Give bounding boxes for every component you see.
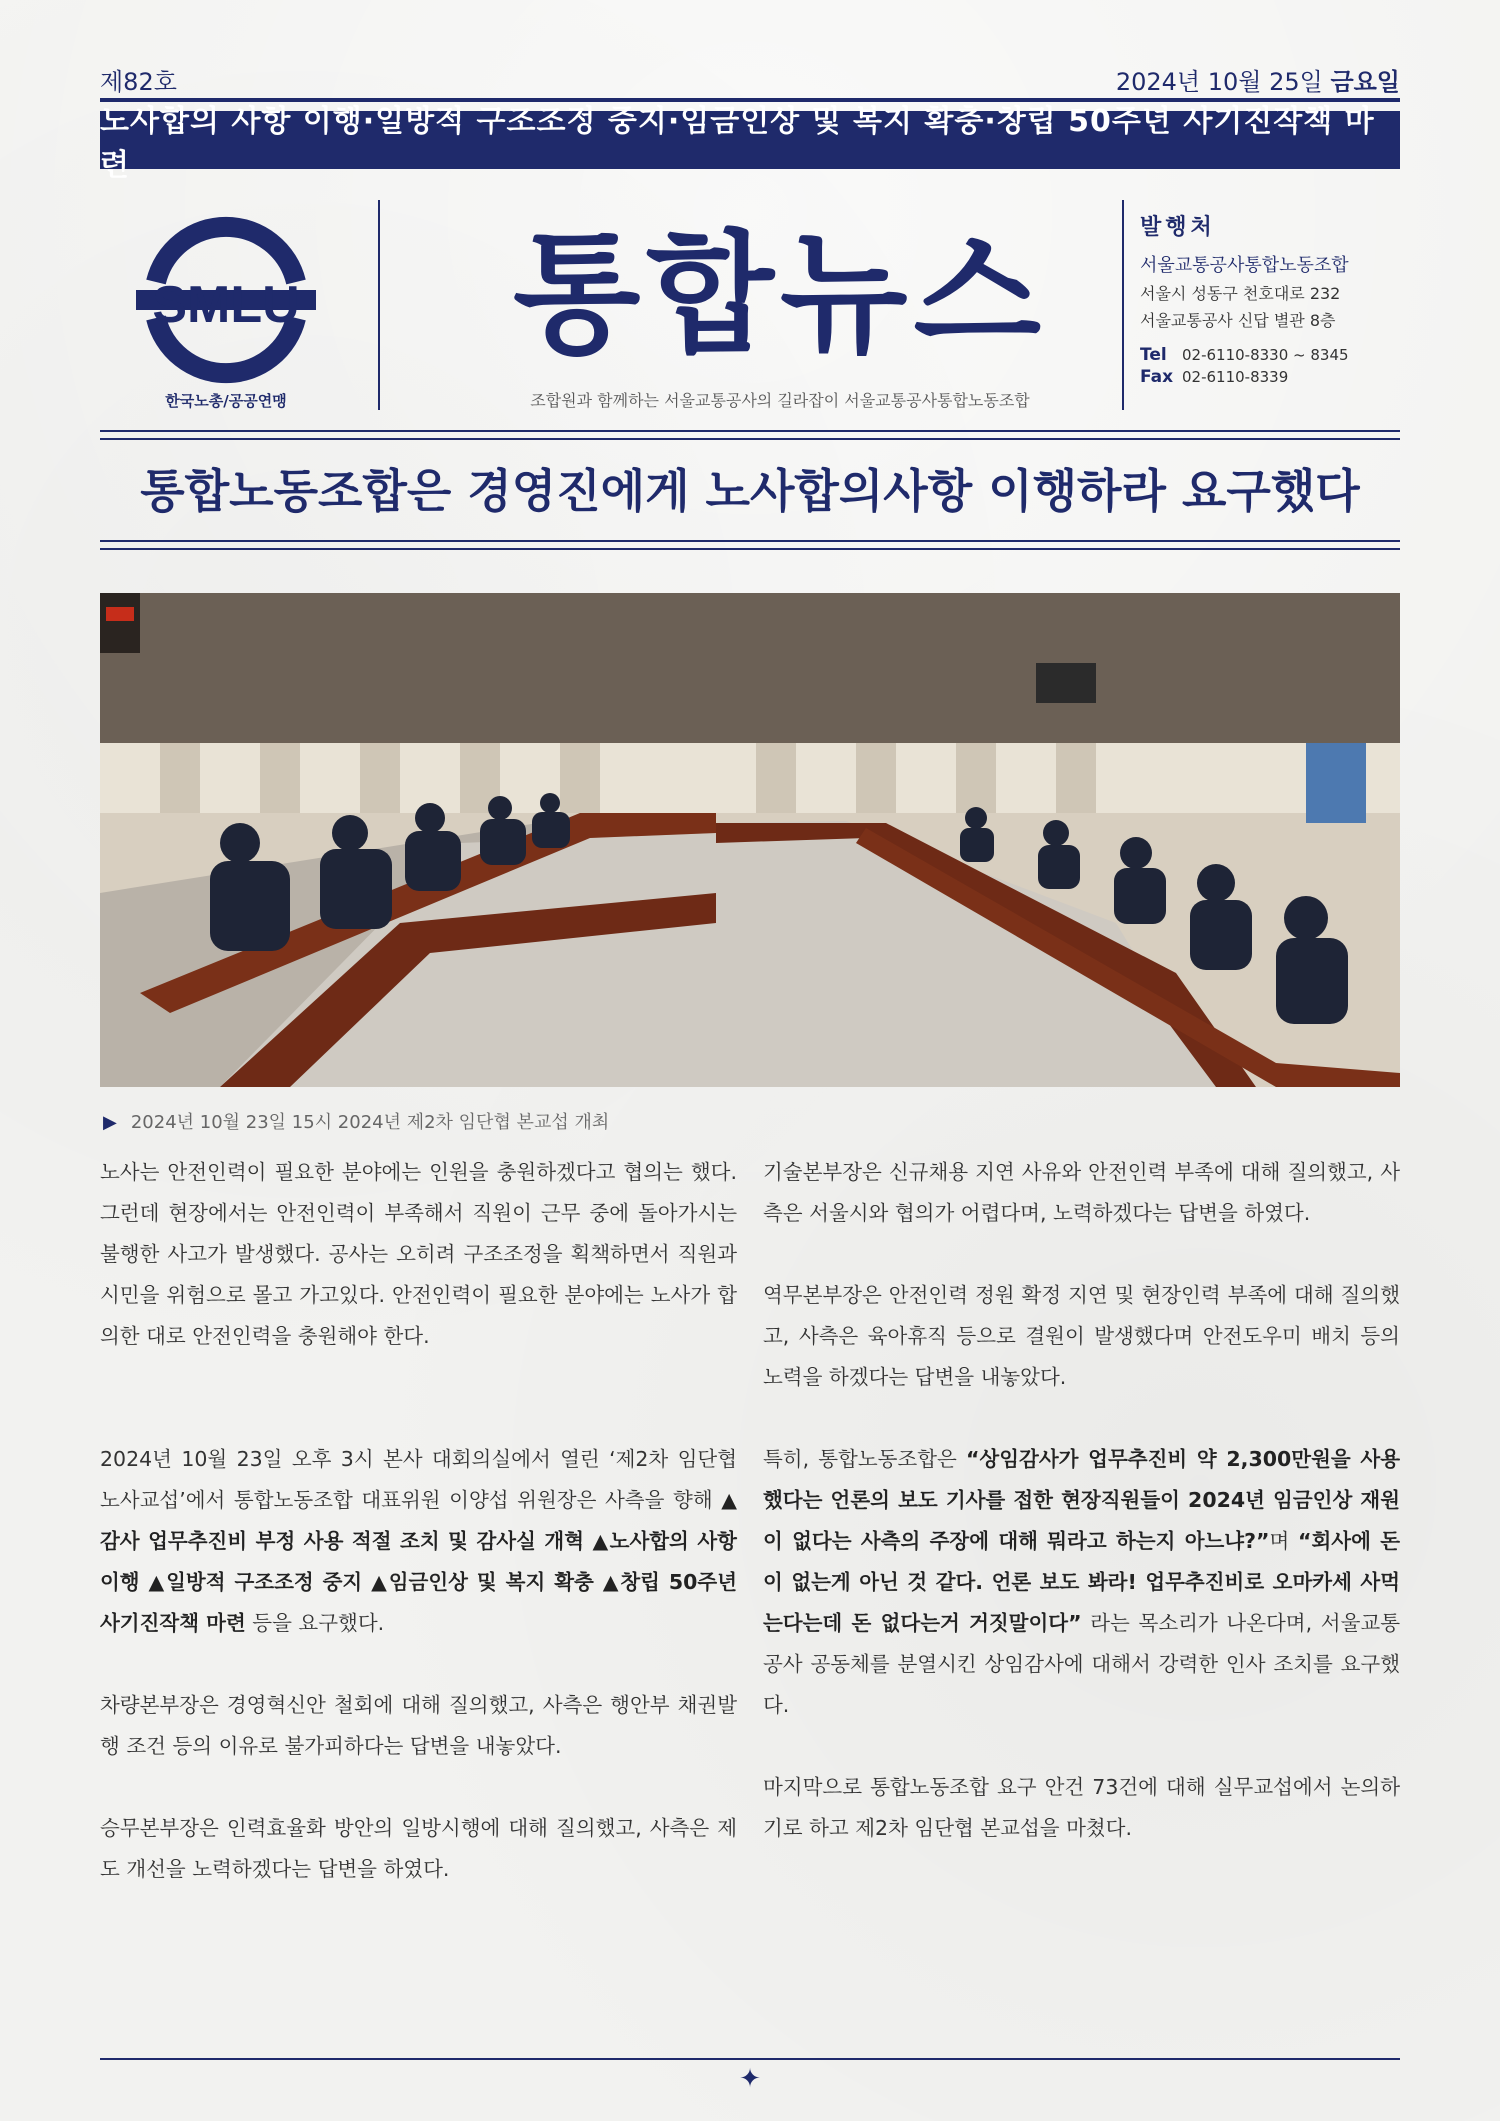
- headline-rule-top-2: [100, 438, 1400, 440]
- footer-rule: [100, 2058, 1400, 2060]
- tel-label: Tel: [1140, 345, 1167, 365]
- masthead-divider-right: [1122, 200, 1124, 410]
- phone-line: [1140, 345, 1400, 365]
- right-p3-connector: 며: [1269, 1529, 1298, 1553]
- meeting-photo-left: [100, 593, 716, 1087]
- headline-rule-top-1: [100, 430, 1400, 432]
- photo-caption: [103, 1108, 609, 1134]
- publisher-info: [1140, 210, 1400, 387]
- left-paragraph-1: 노사는 안전인력이 필요한 분야에는 인원을 충원하겠다고 협의는 했다. 그런데 현장에서는 안전인력이 부족해서 직원이 근무 중에 돌아가시는 불행한 사고가 발생했다. 공사는 오히려 구조조정을 획책하면서 직원과 시민을 위험으로 몰고 가고있다. 안전인력이 필요한 분야에는 노사가 합의한 대로 안전인력을 충원해야 한다.: [100, 1160, 737, 1348]
- left-paragraph-3: 차량본부장은 경영혁신안 철회에 대해 질의했고, 사측은 행안부 채권발행 조건 등의 이유로 불가피하다는 답변을 내놓았다.: [100, 1693, 737, 1758]
- right-p3-quote-2: “회사에 돈이 없는게 아닌 것 같다. 언론 보도 봐라! 업무추진비로 오마카세 사먹는다는데 돈 없다는거 거짓말이다”: [763, 1529, 1401, 1635]
- masthead-divider-left: [378, 200, 380, 410]
- right-p3-intro: 특히, 통합노동조합은: [763, 1447, 966, 1471]
- publisher-org: 서울교통공사통합노동조합: [1140, 255, 1349, 276]
- photo-caption-text: 2024년 10월 23일 15시 2024년 제2차 임단협 본교섭 개최: [130, 1112, 610, 1133]
- footer-star-icon: ✦: [739, 2064, 761, 2094]
- smlu-logo: [136, 210, 316, 390]
- publisher-heading: 발행처: [1140, 215, 1216, 240]
- meeting-photo-right: [716, 593, 1400, 1087]
- newspaper-title: 통합뉴스: [512, 218, 1048, 372]
- left-p2-intro: 2024년 10월 23일 오후 3시 본사 대회의실에서 열린 ‘제2차 임단협 노사교섭’에서 통합노동조합 대표위원 이양섭 위원장은 사측을 향해: [100, 1447, 737, 1512]
- fax-line: [1140, 367, 1400, 387]
- newspaper-tagline: 조합원과 함께하는 서울교통공사의 길라잡이 서울교통공사통합노동조합: [530, 391, 1030, 410]
- logo-text: SMLU: [152, 276, 300, 334]
- tel-number: 02-6110-8330 ~ 8345: [1182, 346, 1349, 364]
- right-paragraph-4: 마지막으로 통합노동조합 요구 안건 73건에 대해 실무교섭에서 논의하기로 하고 제2차 임단협 본교섭을 마쳤다.: [763, 1775, 1400, 1840]
- fax-number: 02-6110-8339: [1182, 368, 1289, 386]
- weekday-text: 금요일: [1330, 67, 1400, 96]
- date-text: 2024년 10월 25일: [1115, 67, 1323, 96]
- issue-date-line: [100, 62, 1400, 96]
- masthead: [100, 190, 1400, 420]
- fax-label: Fax: [1140, 367, 1174, 387]
- left-p2-tail: 등을 요구했다.: [245, 1611, 385, 1635]
- headline-rule-bottom-2: [100, 548, 1400, 550]
- left-p2-demands: ▲감사 업무추진비 부정 사용 적절 조치 및 감사실 개혁 ▲노사합의 사항 이행 ▲일방적 구조조정 중지 ▲임금인상 및 복지 확충 ▲창립 50주년 사기진작책 마련: [100, 1488, 737, 1635]
- article-headline: 통합노동조합은 경영진에게 노사합의사항 이행하라 요구했다: [140, 464, 1360, 518]
- logo-caption: 한국노총/공공연맹: [165, 392, 287, 410]
- caption-arrow-icon: ▶: [103, 1112, 117, 1133]
- headline-banner: 노사합의 사항 이행·일방적 구조조정 중지·임금인상 및 복지 확충·창립 50주년 사기진작책 마련: [100, 111, 1400, 169]
- right-paragraph-2: 역무본부장은 안전인력 정원 확정 지연 및 현장인력 부족에 대해 질의했고, 사측은 육아휴직 등으로 결원이 발생했다며 안전도우미 배치 등의 노력을 하겠다는 답변을 내놓았다.: [763, 1283, 1400, 1389]
- publisher-address-1: 서울시 성동구 천호대로 232: [1140, 284, 1341, 303]
- right-paragraph-1: 기술본부장은 신규채용 지연 사유와 안전인력 부족에 대해 질의했고, 사측은 서울시와 협의가 어렵다며, 노력하겠다는 답변을 하였다.: [763, 1160, 1400, 1225]
- headline-rule-bottom-1: [100, 540, 1400, 542]
- right-paragraph-3: [763, 1439, 1400, 1726]
- left-paragraph-4: 승무본부장은 인력효율화 방안의 일방시행에 대해 질의했고, 사측은 제도 개선을 노력하겠다는 답변을 하였다.: [100, 1816, 737, 1881]
- issue-date: [1116, 62, 1400, 97]
- left-paragraph-2: [100, 1439, 737, 1644]
- issue-number: 제82호: [100, 67, 177, 96]
- publisher-address-2: 서울교통공사 신답 별관 8층: [1140, 311, 1336, 330]
- right-p3-tail: 라는 목소리가 나온다며, 서울교통공사 공동체를 분열시킨 상임감사에 대해서 강력한 인사 조치를 요구했다.: [763, 1611, 1400, 1717]
- article-column-right: [763, 1152, 1400, 1849]
- right-p3-quote-1: “상임감사가 업무추진비 약 2,300만원을 사용했다는 언론의 보도 기사를 접한 현장직원들이 2024년 임금인상 재원이 없다는 사측의 주장에 대해 뭐라고 하는지 아느냐?”: [763, 1447, 1400, 1553]
- article-column-left: [100, 1152, 737, 1890]
